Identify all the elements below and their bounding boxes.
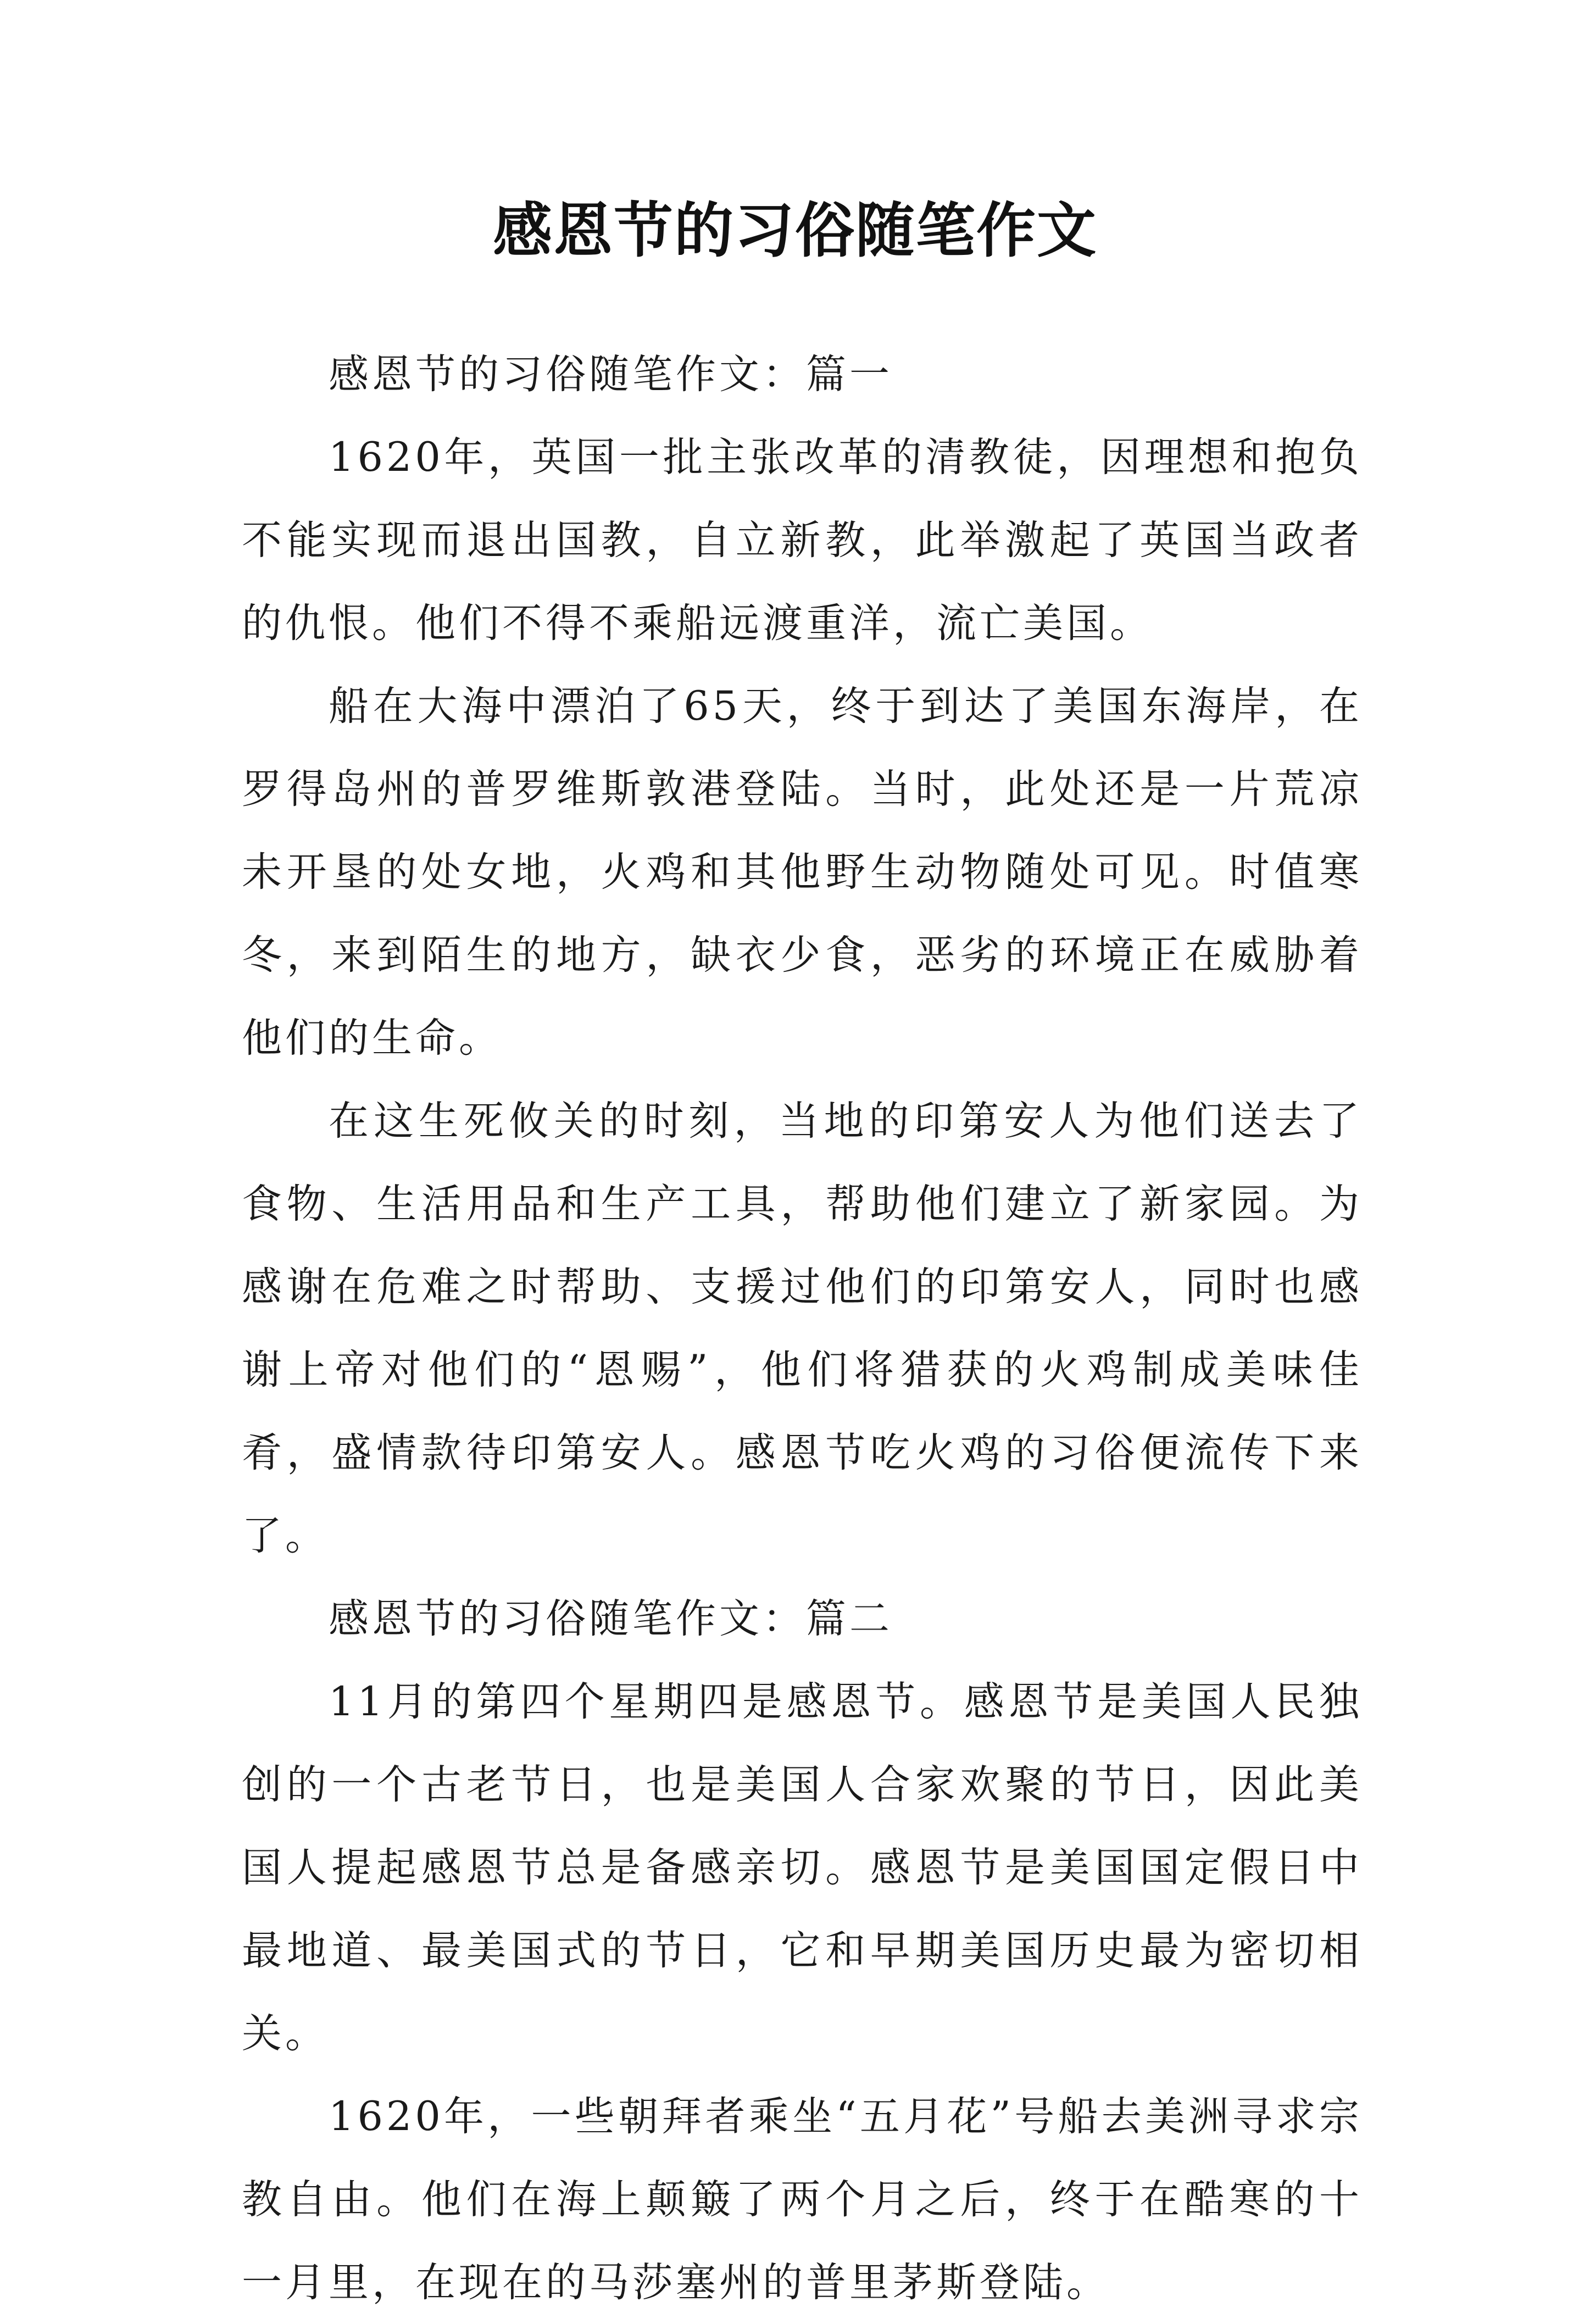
body-paragraph: 船在大海中漂泊了65天，终于到达了美国东海岸，在罗得岛州的普罗维斯敦港登陆。当时，此处还是一片荒凉未开垦的处女地，火鸡和其他野生动物随处可见。时值寒冬，来到陌生的地方，缺衣少食，恶劣的环境正在威胁着他们的生命。 [242,683,1363,1061]
document-title: 感恩节的习俗随笔作文 [492,196,1097,265]
section-heading-part-1: 感恩节的习俗随笔作文：篇一 [329,351,893,398]
body-paragraph: 在这生死攸关的时刻，当地的印第安人为他们送去了食物、生活用品和生产工具，帮助他们建立了新家园。为感谢在危难之时帮助、支援过他们的印第安人，同时也感谢上帝对他们的“恩赐”，他们将猎获的火鸡制成美味佳肴，盛情款待印第安人。感恩节吃火鸡的习俗便流传下来了。 [242,1098,1363,1559]
document-body [242,333,1363,2324]
body-paragraph: 11月的第四个星期四是感恩节。感恩节是美国人民独创的一个古老节日，也是美国人合家欢聚的节日，因此美国人提起感恩节总是备感亲切。感恩节是美国国定假日中最地道、最美国式的节日，它和早期美国历史最为密切相关。 [242,1678,1363,2057]
body-paragraph: 1620年，一些朝拜者乘坐“五月花”号船去美洲寻求宗教自由。他们在海上颠簸了两个月之后，终于在酷寒的十一月里，在现在的马莎塞州的普里茅斯登陆。 [242,2093,1363,2306]
body-paragraph: 1620年，英国一批主张改革的清教徒，因理想和抱负不能实现而退出国教，自立新教，此举激起了英国当政者的仇恨。他们不得不乘船远渡重洋，流亡美国。 [242,434,1363,647]
section-heading-part-2: 感恩节的习俗随笔作文：篇二 [329,1595,893,1642]
